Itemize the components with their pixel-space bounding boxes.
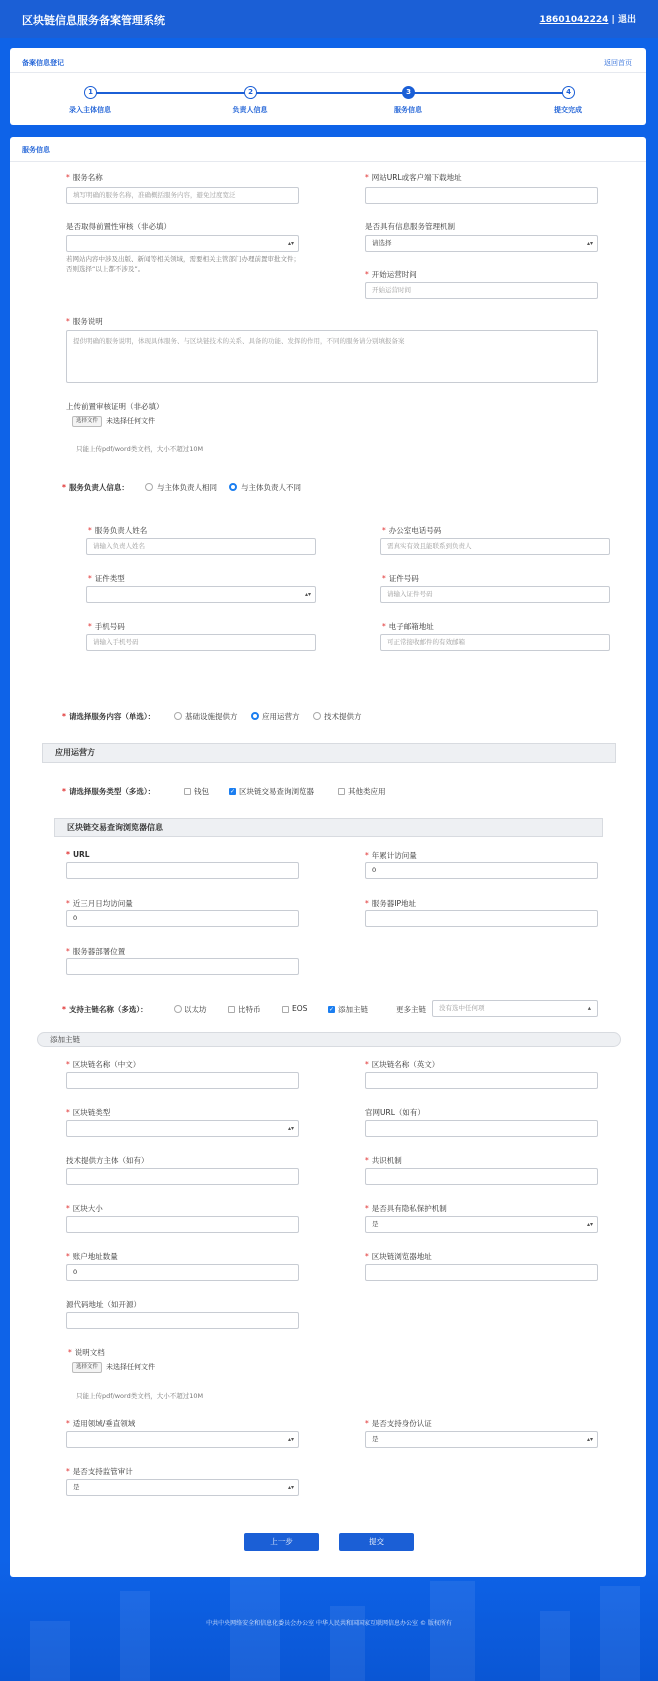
audit-label: * 是否支持监管审计 (66, 1467, 133, 1476)
required-mark: * (66, 1419, 70, 1428)
source-code-input[interactable] (66, 1312, 299, 1329)
account-count-label: * 账户地址数量 (66, 1252, 118, 1261)
daily-visits-label: * 近三月日均访问量 (66, 899, 133, 908)
pre-review-note: 若网站内容中涉及出版、新闻等相关领域，需要相关主管部门办理前置审批文件；否则选择“以上都不涉及”。 (66, 255, 300, 273)
required-mark: * (66, 1252, 70, 1261)
more-chains-label: 更多主链 (396, 1005, 426, 1014)
bitcoin-checkbox[interactable] (228, 1006, 235, 1013)
domain-label: * 适用领域/垂直领域 (66, 1419, 136, 1428)
progress-line (90, 92, 568, 94)
yearly-visits-label: * 年累计访问量 (365, 851, 417, 860)
chain-browser-input[interactable] (365, 1264, 598, 1281)
id-type-label: * 证件类型 (88, 574, 125, 583)
other-app-checkbox[interactable] (338, 788, 345, 795)
step-3-circle: 3 (402, 86, 415, 99)
choose-file-button[interactable]: 选择文件 (72, 416, 102, 427)
doc-label: * 说明文档 (68, 1348, 105, 1357)
more-chains-select[interactable]: 没有选中任何项 ▴ (432, 1000, 598, 1017)
required-mark: * (88, 574, 92, 583)
user-menu (540, 12, 636, 25)
eos-checkbox[interactable] (282, 1006, 289, 1013)
id-type-select[interactable] (86, 586, 316, 603)
daily-visits-input[interactable]: 0 (66, 910, 299, 927)
required-mark: * (365, 1204, 369, 1213)
url-label: * 网站URL或客户端下载地址 (365, 173, 462, 182)
building-shape (120, 1591, 150, 1681)
choose-doc-button[interactable]: 选择文件 (72, 1362, 102, 1373)
building-shape (30, 1621, 70, 1681)
required-mark: * (66, 899, 70, 908)
mgmt-label: 是否具有信息服务管理机制 (365, 222, 455, 231)
server-location-input[interactable] (66, 958, 299, 975)
wallet-option: 钱包 (194, 787, 209, 796)
start-time-label: * 开始运营时间 (365, 270, 417, 279)
chain-name-cn-label: * 区块链名称（中文） (66, 1060, 141, 1069)
building-shape (430, 1581, 475, 1681)
chain-name-en-label: * 区块链名称（英文） (365, 1060, 440, 1069)
required-mark: * (382, 574, 386, 583)
app-operator-option: 应用运营方 (262, 712, 300, 721)
required-mark: * (365, 1252, 369, 1261)
system-title: 区块链信息服务备案管理系统 (22, 14, 165, 27)
required-mark: * (66, 317, 70, 326)
yearly-visits-input[interactable]: 0 (365, 862, 598, 879)
chain-type-label: * 区块链类型 (66, 1108, 111, 1117)
required-mark: * (62, 483, 66, 492)
ethereum-checkbox[interactable] (174, 1005, 182, 1013)
desc-label: * 服务说明 (66, 317, 103, 326)
prev-step-button[interactable]: 上一步 (244, 1533, 319, 1551)
same-person-radio[interactable] (145, 483, 153, 491)
file-status: 未选择任何文件 (106, 417, 155, 425)
different-person-option: 与主体负责人不同 (241, 483, 301, 492)
infra-provider-radio[interactable] (174, 712, 182, 720)
tech-provider-option: 技术提供方 (324, 712, 362, 721)
select-arrow-icon: ▴▾ (586, 240, 593, 247)
ethereum-option: 以太坊 (184, 1005, 207, 1014)
block-size-label: * 区块大小 (66, 1204, 103, 1213)
form-section-title: 服务信息 (22, 146, 50, 154)
upload-note: 只能上传pdf/word类文档，大小不超过10M (76, 445, 204, 453)
consensus-input[interactable] (365, 1168, 598, 1185)
doc-upload-note: 只能上传pdf/word类文档，大小不超过10M (76, 1392, 204, 1400)
pre-review-select[interactable] (66, 235, 299, 252)
select-arrow-icon: ▴▾ (287, 1484, 294, 1491)
required-mark: * (66, 1108, 70, 1117)
required-mark: * (365, 173, 369, 182)
app-operator-radio[interactable] (251, 712, 259, 720)
required-mark: * (365, 1060, 369, 1069)
browser-option: 区块链交易查询浏览器 (239, 787, 314, 796)
required-mark: * (62, 787, 66, 796)
divider (10, 72, 646, 73)
add-chain-checkbox[interactable]: ✓ (329, 1006, 335, 1013)
submit-button[interactable]: 提交 (339, 1533, 414, 1551)
pre-review-label: 是否取得前置性审核（非必填） (66, 222, 171, 231)
step-2-circle: 2 (244, 86, 257, 99)
browser-info-section-header: 区块链交易查询浏览器信息 (54, 818, 603, 837)
select-arrow-icon: ▴▾ (287, 1436, 294, 1443)
id-num-input[interactable]: 请输入证件号码 (380, 586, 610, 603)
separator: | (608, 15, 618, 25)
dropdown-arrow-icon: ▴ (587, 1004, 591, 1012)
chain-name-en-input[interactable] (365, 1072, 598, 1089)
office-phone-label: * 办公室电话号码 (382, 526, 442, 535)
chain-name-cn-input[interactable] (66, 1072, 299, 1089)
url-input[interactable] (365, 187, 598, 204)
required-mark: * (365, 1419, 369, 1428)
select-arrow-icon: ▴▾ (586, 1436, 593, 1443)
service-name-input[interactable]: 填写明确的服务名称，准确概括服务内容，避免过度宽泛 (66, 187, 299, 204)
required-mark: * (365, 851, 369, 860)
required-mark: * (365, 270, 369, 279)
required-mark: * (68, 1348, 72, 1357)
eos-option: EOS (292, 1004, 308, 1013)
person-info-label: * 服务负责人信息： (62, 483, 129, 492)
step-1-label: 录入主体信息 (69, 106, 111, 114)
official-url-label: 官网URL（如有） (365, 1108, 425, 1117)
footer-copyright: 中共中央网络安全和信息化委员会办公室 中华人民共和国国家互联网信息办公室 © 版权所有 (206, 1620, 452, 1627)
required-mark: * (382, 526, 386, 535)
upload-proof-label: 上传前置审核证明（非必填） (66, 402, 164, 411)
service-name-label: * 服务名称 (66, 173, 103, 182)
bitcoin-option: 比特币 (238, 1005, 261, 1014)
account-count-input[interactable]: 0 (66, 1264, 299, 1281)
required-mark: * (66, 947, 70, 956)
select-arrow-icon: ▴▾ (287, 240, 294, 247)
user-phone-link[interactable]: 18601042224 (539, 15, 609, 25)
browser-url-label: * URL (66, 850, 90, 859)
same-person-option: 与主体负责人相同 (157, 483, 217, 492)
tech-provider-entity-label: 技术提供方主体（如有） (66, 1156, 149, 1165)
identity-select[interactable]: 是 ▴▾ (365, 1431, 598, 1448)
select-arrow-icon: ▴▾ (304, 591, 311, 598)
required-mark: * (66, 850, 70, 859)
app-operator-section-header: 应用运营方 (42, 743, 616, 763)
required-mark: * (62, 712, 66, 721)
main-chain-label: * 支持主链名称（多选）： (62, 1005, 148, 1014)
desc-textarea[interactable]: 提供明确的服务说明，体现具体服务、与区块链技术的关系、具备的功能、发挥的作用，不同的服务请分别填报备案 (66, 330, 598, 383)
required-mark: * (62, 1005, 66, 1014)
back-home-link[interactable]: 返回首页 (604, 59, 632, 67)
select-arrow-icon: ▴▾ (287, 1125, 294, 1132)
privacy-label: * 是否具有隐私保护机制 (365, 1204, 447, 1213)
mobile-input[interactable]: 请输入手机号码 (86, 634, 316, 651)
required-mark: * (365, 899, 369, 908)
email-label: * 电子邮箱地址 (382, 622, 434, 631)
building-shape (600, 1586, 640, 1681)
mgmt-select[interactable]: 请选择 ▴▾ (365, 235, 598, 252)
official-url-input[interactable] (365, 1120, 598, 1137)
chain-browser-label: * 区块链浏览器地址 (365, 1252, 432, 1261)
email-input[interactable]: 可正常接收邮件的有效邮箱 (380, 634, 610, 651)
tech-provider-entity-input[interactable] (66, 1168, 299, 1185)
logout-link[interactable]: 退出 (617, 15, 636, 25)
service-type-label: * 请选择服务类型（多选）： (62, 787, 156, 796)
required-mark: * (66, 1204, 70, 1213)
server-ip-label: * 服务器IP地址 (365, 899, 416, 908)
required-mark: * (66, 173, 70, 182)
required-mark: * (66, 1467, 70, 1476)
add-chain-option: 添加主链 (338, 1005, 368, 1014)
privacy-select[interactable]: 是 ▴▾ (365, 1216, 598, 1233)
top-bar (0, 0, 658, 38)
identity-label: * 是否支持身份认证 (365, 1419, 432, 1428)
other-app-option: 其他类应用 (348, 787, 386, 796)
wallet-checkbox[interactable] (184, 788, 191, 795)
office-phone-input[interactable]: 需真实有效且能联系到负责人 (380, 538, 610, 555)
required-mark: * (66, 1060, 70, 1069)
chain-type-select[interactable] (66, 1120, 299, 1137)
doc-file-status: 未选择任何文件 (106, 1363, 155, 1371)
select-arrow-icon: ▴▾ (586, 1221, 593, 1228)
step-3-label: 服务信息 (394, 106, 422, 114)
mobile-label: * 手机号码 (88, 622, 125, 631)
id-num-label: * 证件号码 (382, 574, 419, 583)
tech-provider-radio[interactable] (313, 712, 321, 720)
consensus-label: * 共识机制 (365, 1156, 402, 1165)
start-time-input[interactable]: 开始运营时间 (365, 282, 598, 299)
different-person-radio[interactable] (229, 483, 237, 491)
browser-checkbox[interactable]: ✓ (230, 788, 236, 795)
block-size-input[interactable] (66, 1216, 299, 1233)
step-2-label: 负责人信息 (232, 106, 268, 114)
server-ip-input[interactable] (365, 910, 598, 927)
source-code-label: 源代码地址（如开源） (66, 1300, 141, 1309)
person-name-input[interactable]: 请输入负责人姓名 (86, 538, 316, 555)
step-1-circle: 1 (84, 86, 97, 99)
step-4-label: 提交完成 (554, 106, 582, 114)
card-title: 备案信息登记 (22, 59, 64, 67)
service-content-label: * 请选择服务内容（单选）： (62, 712, 156, 721)
add-chain-section-header: 添加主链 (37, 1032, 621, 1047)
required-mark: * (365, 1156, 369, 1165)
person-name-label: * 服务负责人姓名 (88, 526, 148, 535)
browser-url-input[interactable] (66, 862, 299, 879)
divider (10, 161, 646, 162)
required-mark: * (88, 622, 92, 631)
server-location-label: * 服务器部署位置 (66, 947, 126, 956)
step-4-circle: 4 (562, 86, 575, 99)
required-mark: * (88, 526, 92, 535)
infra-provider-option: 基础设施提供方 (185, 712, 238, 721)
domain-select[interactable] (66, 1431, 299, 1448)
required-mark: * (382, 622, 386, 631)
audit-select[interactable]: 是 ▴▾ (66, 1479, 299, 1496)
